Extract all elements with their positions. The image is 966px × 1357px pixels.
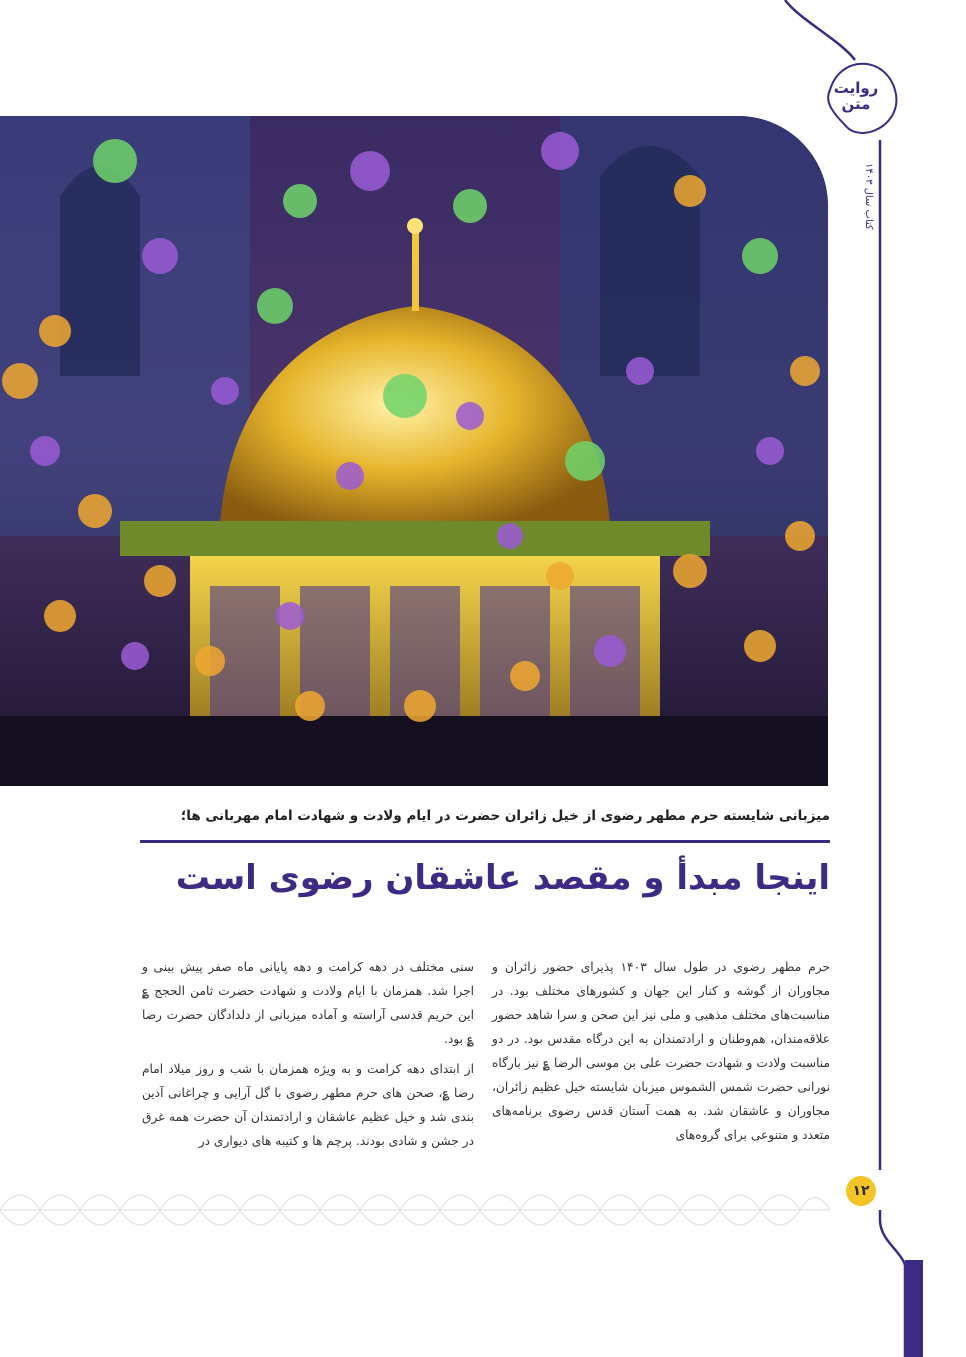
title-divider [140, 840, 830, 843]
paragraph: سنی مختلف در دهه کرامت و دهه پایانی ماه صفر پیش بینی و اجرا شد. همزمان با ایام ولادت و شهادت حضرت ثامن الحجج ؏ این حریم قدسی آراسته و آماده میزبانی از دلدادگان حضرت رضا ؏ بود. [142, 960, 474, 1046]
book-label: کتاب سال ۱۴۰۳ [863, 163, 874, 230]
article-column-left [142, 955, 474, 1159]
brand-logo: روایت متن [833, 79, 879, 113]
article-title: اینجا مبدأ و مقصد عاشقان رضوی است [175, 858, 830, 898]
paragraph: از ابتدای دهه کرامت و به ویژه همزمان با شب و روز میلاد امام رضا ؏، صحن های حرم مطهر رضوی با گل آرایی و چراغانی آذین بندی شد و خیل عظیم عاشقان و ارادتمندان آن حضرت همه غرق در جشن و شادی بودند. پرچم ها و کتیبه های دیواری در [142, 1062, 474, 1148]
shrine-illustration [0, 116, 828, 786]
article-subtitle: میزبانی شایسته حرم مطهر رضوی از خیل زائران حضرت در ایام ولادت و شهادت امام مهربانی ها؛ [180, 808, 830, 824]
geometric-pattern [0, 1180, 830, 1240]
paragraph: حرم مطهر رضوی در طول سال ۱۴۰۳ پذیرای حضور زائران و مجاوران از گوشه و کنار این جهان و کشورهای مختلف بود. در مناسبت‌های مختلف مذهبی و ملی نیز این صحن و سرا شاهد حضور علاقه‌مندان، هم‌وطنان و ارادتمندان به این درگاه مقدس بود. در دو مناسبت ولادت و شهادت حضرت علی بن موسی الرضا ؏ نیز بارگاه نورانی حضرت شمس الشموس میزبان شایسته خیل عظیم زائران، مجاوران و عاشقان شد. به همت آستان قدس رضوی برنامه‌های متعدد و متنوعی برای گروه‌های [492, 960, 830, 1142]
shrine-photo [0, 116, 828, 786]
article-column-right [492, 955, 830, 1153]
page-number-badge: ۱۲ [846, 1176, 876, 1206]
